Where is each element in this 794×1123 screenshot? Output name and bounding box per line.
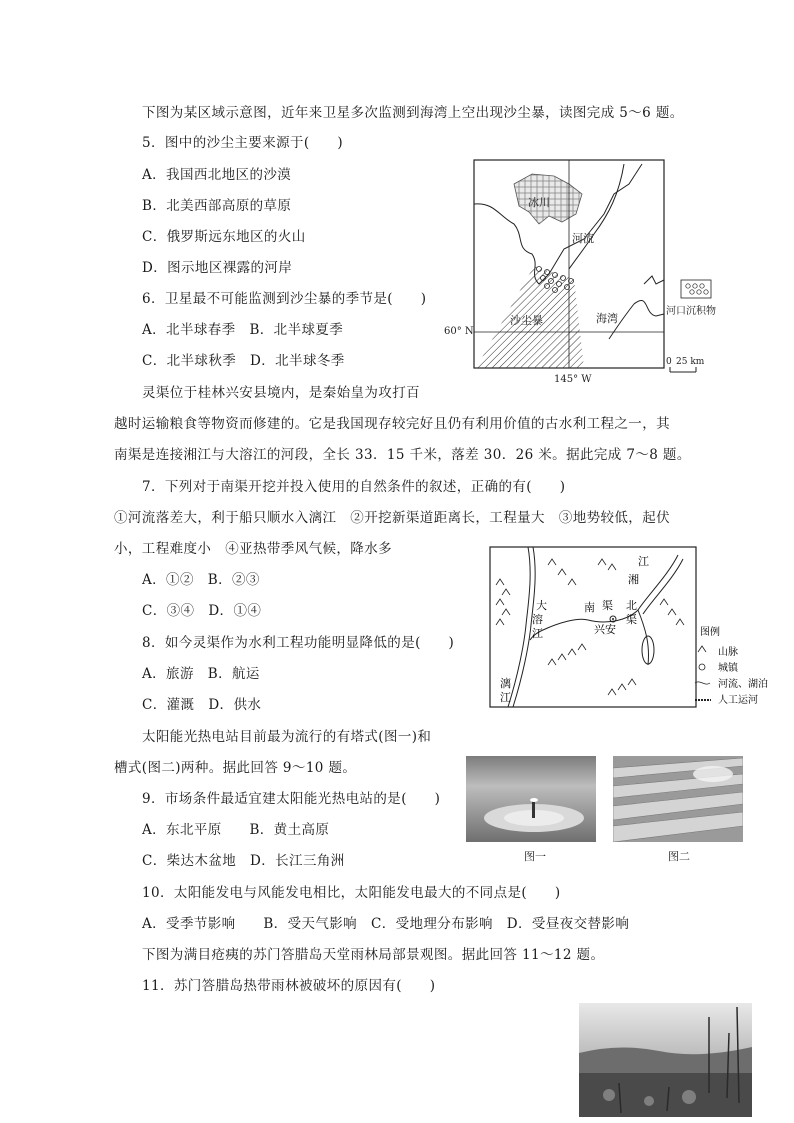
map-label-rong-jiang: 江 (532, 627, 543, 640)
question-5-option-b: B．北美西部高原的草原 (142, 198, 292, 214)
intro-7-8-line1: 灵渠位于桂林兴安县境内，是秦始皇为攻打百 (142, 385, 420, 401)
legend-river: 河流、湖泊 (718, 679, 768, 690)
map-label-rong: 溶 (532, 613, 543, 626)
tower-solar-plant-photo (466, 756, 596, 842)
question-5-stem: 5．图中的沙尘主要来源于( ) (142, 135, 344, 151)
bay-label: 海湾 (596, 312, 618, 325)
latitude-label: 60° N (444, 326, 474, 337)
question-7-statements-line1: ①河流落差大，利于船只顺水入漓江 ②开挖新渠道距离长，工程量大 ③地势较低，起伏 (114, 510, 670, 526)
question-10-options: A．受季节影响 B．受天气影响 C．受地理分布影响 D．受昼夜交替影响 (142, 916, 630, 932)
map-label-jiang-top: 江 (638, 555, 649, 568)
sediment-legend-label: 河口沉积物 (666, 306, 716, 317)
question-9-stem: 9．市场条件最适宜建太阳能光热电站的是( ) (142, 791, 441, 807)
town-legend-icon (699, 664, 705, 670)
map-label-bei-qu: 渠 (626, 613, 637, 626)
question-11-stem: 11．苏门答腊岛热带雨林被破坏的原因有( ) (142, 978, 436, 994)
question-7-stem: 7．下列对于南渠开挖并投入使用的自然条件的叙述，正确的有( ) (142, 479, 566, 495)
question-5-option-d: D．图示地区裸露的河岸 (142, 260, 293, 276)
map-label-qu: 渠 (602, 599, 613, 612)
question-9-options-cd: C．柴达木盆地 D．长江三角洲 (142, 853, 345, 869)
map-label-xiang: 湘 (628, 573, 639, 586)
legend-town: 城镇 (718, 663, 738, 674)
question-5-option-a: A．我国西北地区的沙漠 (142, 167, 292, 183)
photo-caption-2: 图二 (668, 850, 690, 863)
trough-solar-plant-photo (613, 756, 743, 842)
question-6-options-cd: C．北半球秋季 D．北半球冬季 (142, 353, 345, 369)
lingqu-canal-map (488, 545, 788, 710)
question-6-options-ab: A．北半球春季 B．北半球夏季 (142, 322, 344, 338)
question-10-stem: 10．太阳能发电与风能发电相比，太阳能发电最大的不同点是( ) (142, 885, 561, 901)
question-7-statements-line2: 小，工程难度小 ④亚热带季风气候，降水多 (114, 541, 392, 557)
photo-caption-1: 图一 (524, 850, 546, 863)
legend-title: 图例 (700, 627, 720, 638)
sandstorm-label: 沙尘暴 (510, 314, 543, 327)
question-8-options-cd: C．灌溉 D．供水 (142, 697, 262, 713)
mountain-legend-icon (698, 646, 706, 652)
question-7-options-cd: C．③④ D．①④ (142, 603, 262, 619)
question-7-options-ab: A．①② B．②③ (142, 572, 260, 588)
river-legend-icon (695, 682, 710, 684)
intro-5-6: 下图为某区域示意图，近年来卫星多次监测到海湾上空出现沙尘暴，读图完成 5～6 题。 (142, 105, 684, 121)
intro-7-8-line2: 越时运输粮食等物资而修建的。它是我国现存较完好且仍有利用价值的古水利工程之一，其 (114, 416, 670, 432)
question-5-option-c: C．俄罗斯远东地区的火山 (142, 229, 306, 245)
legend-canal: 人工运河 (718, 695, 758, 706)
question-6-stem: 6．卫星最不可能监测到沙尘暴的季节是( ) (142, 291, 427, 307)
map-label-li-jiang: 江 (500, 691, 511, 704)
intro-9-10-line2: 槽式(图二)两种。据此回答 9～10 题。 (114, 760, 357, 776)
map-label-li: 漓 (500, 677, 511, 690)
question-8-options-ab: A．旅游 B．航运 (142, 666, 260, 682)
scale-zero: 0 (666, 357, 672, 367)
intro-11-12: 下图为满目疮痍的苏门答腊岛天堂雨林局部景观图。据此回答 11～12 题。 (142, 947, 605, 963)
map-label-xingan: 兴安 (594, 623, 616, 636)
sandstorm-bay-map (444, 154, 764, 386)
glacier-label: 冰川 (528, 196, 550, 209)
map-label-nan: 南 (584, 601, 595, 614)
question-8-stem: 8．如今灵渠作为水利工程功能明显降低的是( ) (142, 635, 455, 651)
map-label-bei: 北 (626, 599, 637, 612)
question-9-options-ab: A．东北平原 B．黄土高原 (142, 822, 330, 838)
river-label: 河流 (572, 232, 594, 245)
intro-9-10-line1: 太阳能光热电站目前最为流行的有塔式(图一)和 (142, 729, 432, 745)
scale-distance: 25 km (676, 357, 705, 367)
map-label-da: 大 (536, 599, 547, 612)
legend-mountain: 山脉 (718, 647, 738, 658)
deforested-rainforest-photo (579, 1003, 752, 1117)
intro-7-8-line3: 南渠是连接湘江与大溶江的河段，全长 33．15 千米，落差 30．26 米。据此完成 7～8 题。 (114, 447, 691, 463)
longitude-label: 145° W (554, 374, 592, 385)
